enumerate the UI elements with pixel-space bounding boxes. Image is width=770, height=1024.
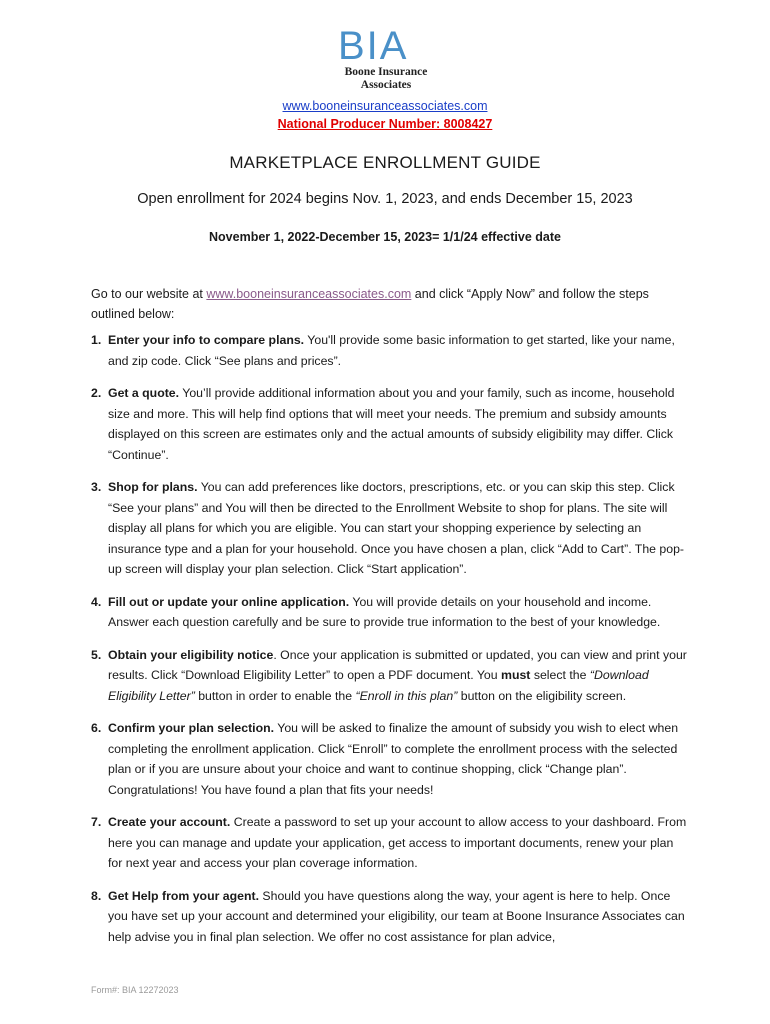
step-heading: Confirm your plan selection.	[108, 721, 275, 735]
step-heading: Shop for plans.	[108, 480, 198, 494]
step-body: select the	[530, 668, 590, 682]
step-emphasis: must	[501, 668, 531, 682]
step-italic: “Enroll in this plan”	[355, 688, 458, 703]
step-item	[91, 592, 691, 633]
step-body: You'll provide some basic information to get started, like your name, and zip code. Click “See plans and prices”.	[108, 333, 675, 368]
step-number: 8.	[91, 888, 102, 903]
step-body: . Once your application is submitted or updated, you can view and print your results. Click “Download Eligibility Letter” to open a PDF document. You	[108, 647, 687, 682]
step-item	[91, 718, 691, 800]
steps-list	[91, 330, 691, 947]
logo-name-line1: Boone Insurance	[344, 66, 428, 78]
step-number: 7.	[91, 815, 102, 829]
effective-date: November 1, 2022-December 15, 2023= 1/1/24 effective date	[209, 230, 561, 244]
step-heading: Fill out or update your online application.	[108, 594, 350, 609]
intro-website-link[interactable]: www.booneinsuranceassociates.com	[206, 287, 412, 301]
company-logo	[326, 24, 446, 94]
step-body: Create a password to set up your account to allow access to your dashboard. From here you can manage and update your application, get access to important documents, renew your plan for next year and access your plan coverage information.	[108, 815, 687, 870]
step-heading: Get Help from your agent.	[108, 888, 259, 903]
step-item	[91, 383, 691, 465]
step-item	[91, 477, 691, 580]
step-number: 1.	[91, 333, 102, 347]
step-italic: “Download Eligibility Letter”	[108, 668, 649, 703]
step-item	[91, 886, 691, 948]
page-subtitle: Open enrollment for 2024 begins Nov. 1, 2023, and ends December 15, 2023	[137, 191, 633, 207]
header-producer	[0, 117, 770, 131]
step-number: 3.	[91, 480, 102, 494]
step-body: You can add preferences like doctors, prescriptions, etc. or you can skip this step. Click “See your plans” and You will then be directed to the Enrollment Website to shop for plans. The site will display all plans for which you are eligible. You can start your shopping experience by selecting an insurance type and a plan for your household. Once you have chosen a plan, click “Add to Cart”. The pop-up screen will display your plan selection. Click “Start application”.	[108, 480, 685, 576]
producer-number: National Producer Number: 8008427	[277, 117, 493, 131]
website-link[interactable]: www.booneinsuranceassociates.com	[282, 99, 488, 113]
step-number: 6.	[91, 721, 102, 735]
logo-name-line2: Associates	[360, 79, 412, 91]
step-item	[91, 645, 691, 707]
form-number: Form#: BIA 12272023	[91, 985, 179, 995]
intro-paragraph	[91, 284, 691, 324]
step-number: 5.	[91, 647, 102, 662]
step-item	[91, 330, 691, 371]
step-body: You will be asked to finalize the amount of subsidy you wish to elect when completing the enrollment application. Click “Enroll” to complete the enrollment process with the selected plan or if you are unsure about your choice and want to continue shopping, click “Change plan”. Congratulations! You have found a plan that fits your needs!	[108, 721, 679, 797]
step-body: button in order to enable the	[194, 688, 356, 703]
logo-letters: BIA	[338, 24, 409, 68]
logo-company-name	[326, 66, 446, 92]
intro-before: Go to our website at	[91, 287, 207, 301]
step-body: button on the eligibility screen.	[457, 688, 627, 703]
header-website	[0, 99, 770, 113]
step-body: Should you have questions along the way, your agent is here to help. Once you have set up your account and determined your eligibility, our team at Boone Insurance Associates can help advise you in final plan selection. We offer no cost assistance for plan advice,	[108, 888, 685, 944]
step-heading: Enter your info to compare plans.	[108, 333, 305, 347]
step-body: You will provide details on your household and income. Answer each question carefully and be sure to provide true information to the best of your knowledge.	[108, 594, 661, 629]
intro-after: and click “Apply Now” and follow the steps outlined below:	[91, 287, 649, 321]
step-heading: Create your account.	[108, 815, 231, 829]
step-number: 4.	[91, 594, 102, 609]
step-heading: Obtain your eligibility notice	[108, 647, 274, 662]
step-body: You’ll provide additional information about you and your family, such as income, household size and more. This will help find options that will meet your needs. The premium and subsidy amounts displayed on this screen are estimates only and the actual amounts of subsidy eligibility may differ. Click “Continue”.	[108, 386, 675, 462]
step-heading: Get a quote.	[108, 386, 180, 400]
page-title: MARKETPLACE ENROLLMENT GUIDE	[229, 153, 541, 172]
step-number: 2.	[91, 386, 102, 400]
step-item	[91, 812, 691, 874]
